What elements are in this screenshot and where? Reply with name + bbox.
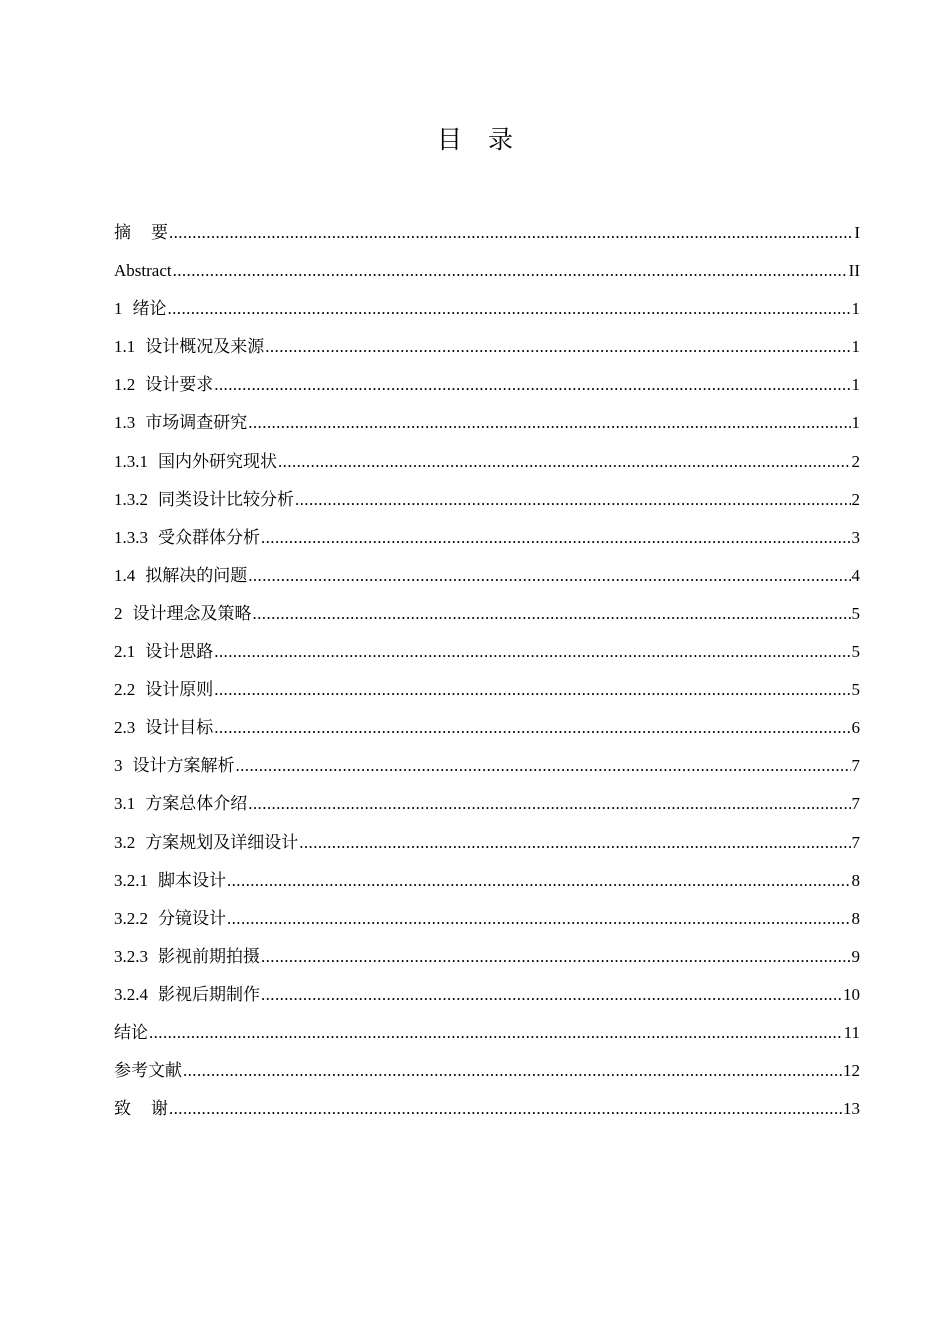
toc-entry-number: 2.2: [114, 680, 136, 700]
toc-entry-3-2-1[interactable]: [114, 862, 860, 900]
dot-leader: [236, 747, 851, 785]
dot-leader: [248, 404, 850, 442]
dot-leader: [265, 328, 850, 366]
dot-leader: [183, 1052, 842, 1090]
toc-entry-3-1[interactable]: [114, 785, 860, 823]
dot-leader: [261, 519, 851, 557]
toc-entry-label: 设计思路: [145, 642, 214, 662]
toc-entry-2-3[interactable]: [114, 709, 860, 747]
toc-entry-label: 同类设计比较分析: [158, 489, 294, 509]
dot-leader: [173, 252, 848, 290]
toc-entry-number: 1.3.2: [114, 489, 148, 509]
toc-entry-1-3-1[interactable]: [114, 443, 860, 481]
dot-leader: [299, 824, 850, 862]
toc-entry-label: 拟解决的问题: [145, 565, 248, 585]
dot-leader: [227, 900, 851, 938]
toc-entry-chapter-2[interactable]: [114, 595, 860, 633]
toc-entry-number: 3.2.1: [114, 870, 148, 890]
toc-entry-label: Abstract: [114, 261, 172, 281]
toc-entry-label: 受众群体分析: [158, 527, 260, 547]
toc-entry-page: 6: [851, 718, 860, 738]
toc-entry-label: 市场调查研究: [145, 413, 248, 433]
toc-entry-page: 1: [851, 375, 860, 395]
dot-leader: [168, 290, 851, 328]
toc-entry-page: 5: [851, 642, 860, 662]
toc-entry-3-2-4[interactable]: [114, 976, 860, 1014]
toc-entry-label: 参考文献: [114, 1061, 182, 1081]
toc-entry-number: 1.2: [114, 375, 136, 395]
dot-leader: [253, 595, 851, 633]
toc-entry-label: 设计概况及来源: [145, 337, 265, 357]
toc-entry-1-2[interactable]: [114, 366, 860, 404]
dot-leader: [169, 1090, 842, 1128]
toc-entry-1-3-3[interactable]: [114, 519, 860, 557]
toc-entry-number: 1.3: [114, 413, 136, 433]
dot-leader: [248, 785, 850, 823]
dot-leader: [169, 214, 853, 252]
toc-entry-page: 8: [851, 870, 860, 890]
toc-entry-label: 影视前期拍摄: [158, 946, 260, 966]
toc-entry-page: 5: [851, 603, 860, 623]
toc-entry-page: 4: [851, 565, 860, 585]
toc-entry-number: 3: [114, 756, 123, 776]
toc-entry-number: 1: [114, 299, 123, 319]
dot-leader: [261, 938, 851, 976]
toc-entry-abstract-cn[interactable]: [114, 214, 860, 252]
dot-leader: [261, 976, 842, 1014]
toc-entry-page: 7: [851, 832, 860, 852]
toc-entry-number: 2.1: [114, 642, 136, 662]
toc-entry-number: 1.3.3: [114, 527, 148, 547]
dot-leader: [227, 862, 851, 900]
toc-entry-page: 1: [851, 337, 860, 357]
toc-entry-page: 1: [851, 299, 860, 319]
toc-entry-1-3-2[interactable]: [114, 481, 860, 519]
dot-leader: [248, 557, 850, 595]
toc-entry-label: 设计要求: [145, 375, 214, 395]
toc-entry-label: 方案总体介绍: [145, 794, 248, 814]
toc-entry-page: 5: [851, 680, 860, 700]
toc-entry-label: 国内外研究现状: [158, 451, 277, 471]
toc-entry-label: 分镜设计: [158, 908, 226, 928]
toc-entry-number: 3.2: [114, 832, 136, 852]
toc-entry-label: 致谢: [114, 1099, 168, 1119]
toc-entry-page: 13: [843, 1099, 860, 1119]
dot-leader: [214, 709, 850, 747]
toc-entry-number: 1.3.1: [114, 451, 148, 471]
toc-entry-label: 设计原则: [145, 680, 214, 700]
toc-entry-conclusion[interactable]: [114, 1014, 860, 1052]
toc-entry-number: 2: [114, 603, 123, 623]
toc-entry-1-1[interactable]: [114, 328, 860, 366]
toc-entry-label: 设计理念及策略: [132, 603, 252, 623]
toc-entry-abstract-en[interactable]: [114, 252, 860, 290]
toc-entry-3-2[interactable]: [114, 824, 860, 862]
toc-entry-number: 3.2.3: [114, 946, 148, 966]
toc-entry-3-2-2[interactable]: [114, 900, 860, 938]
dot-leader: [214, 671, 850, 709]
toc-entry-page: 2: [851, 489, 860, 509]
toc-entry-page: II: [848, 261, 860, 281]
toc-entry-page: 7: [851, 756, 860, 776]
toc-entry-label: 影视后期制作: [158, 984, 260, 1004]
toc-entry-page: I: [854, 223, 860, 242]
toc-entry-label: 结论: [114, 1022, 148, 1042]
toc-entry-2-1[interactable]: [114, 633, 860, 671]
toc-list: [114, 214, 860, 1128]
toc-entry-label: 绪论: [132, 299, 167, 319]
toc-entry-page: 2: [851, 451, 860, 471]
toc-entry-page: 12: [843, 1061, 860, 1081]
toc-entry-page: 10: [843, 984, 860, 1004]
toc-entry-chapter-3[interactable]: [114, 747, 860, 785]
toc-entry-2-2[interactable]: [114, 671, 860, 709]
toc-entry-page: 7: [851, 794, 860, 814]
dot-leader: [214, 633, 850, 671]
toc-entry-label: 脚本设计: [158, 870, 226, 890]
toc-entry-number: 3.1: [114, 794, 136, 814]
toc-entry-number: 1.1: [114, 337, 136, 357]
dot-leader: [278, 443, 851, 481]
toc-entry-label: 设计方案解析: [132, 756, 235, 776]
toc-entry-acknowledgements[interactable]: [114, 1090, 860, 1128]
toc-entry-references[interactable]: [114, 1052, 860, 1090]
toc-entry-page: 1: [851, 413, 860, 433]
title-char-2: 录: [488, 125, 514, 154]
toc-entry-number: 3.2.2: [114, 908, 148, 928]
toc-entry-page: 8: [851, 908, 860, 928]
dot-leader: [214, 366, 850, 404]
toc-entry-number: 2.3: [114, 718, 136, 738]
title-char-1: 目: [436, 125, 462, 154]
toc-entry-label: 设计目标: [145, 718, 214, 738]
toc-entry-number: 3.2.4: [114, 984, 148, 1004]
toc-entry-label: 摘要: [114, 223, 168, 242]
page-title: [0, 123, 950, 157]
toc-entry-label: 方案规划及详细设计: [145, 832, 299, 852]
toc-entry-chapter-1[interactable]: [114, 290, 860, 328]
toc-entry-page: 9: [851, 946, 860, 966]
toc-entry-page: 11: [843, 1022, 860, 1042]
toc-entry-3-2-3[interactable]: [114, 938, 860, 976]
dot-leader: [295, 481, 851, 519]
toc-entry-page: 3: [851, 527, 860, 547]
toc-entry-1-3[interactable]: [114, 404, 860, 442]
toc-entry-number: 1.4: [114, 565, 136, 585]
toc-entry-1-4[interactable]: [114, 557, 860, 595]
dot-leader: [149, 1014, 843, 1052]
